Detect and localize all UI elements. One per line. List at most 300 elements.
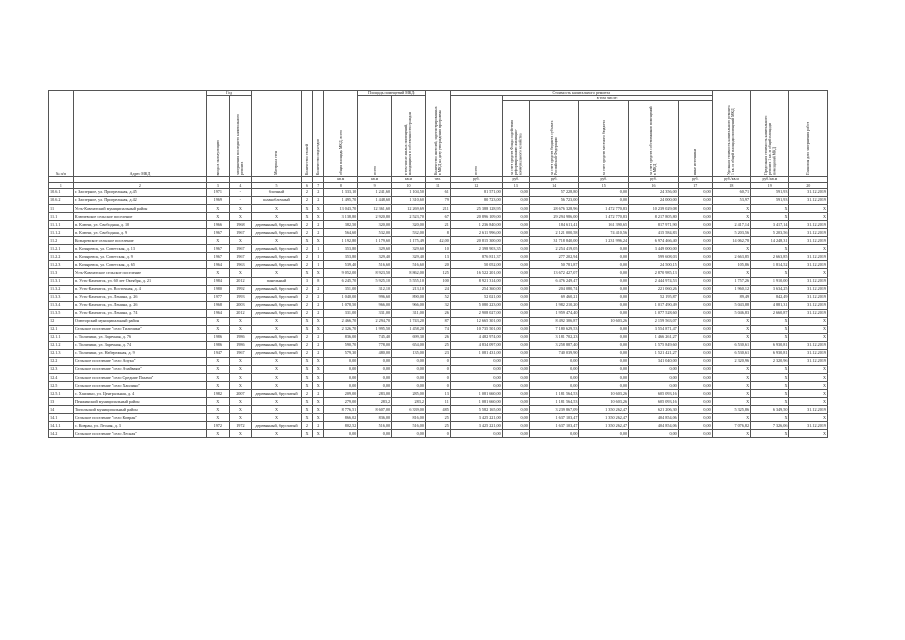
table-row [49, 237, 828, 245]
table-cell: X [301, 406, 312, 414]
table-cell: 3 258 887,40 [529, 341, 579, 349]
table-cell: 1 350 262,47 [579, 406, 629, 414]
table-cell: 1967 [207, 229, 230, 237]
table-cell: 8 492 306,87 [529, 317, 579, 325]
table-cell: 0,00 [629, 374, 679, 382]
table-cell: 81 571,00 [450, 189, 502, 197]
table-cell: 966,00 [392, 301, 426, 309]
table-cell: 6 930,81 [751, 349, 789, 357]
table-cell: 0 [425, 366, 450, 374]
table-header [49, 91, 828, 189]
table-cell: 0,00 [579, 382, 629, 390]
header-area-res: в том числе жилых помещений, находящихся в собственности граждан [392, 96, 426, 177]
table-cell: п. Ключи, ул. Свободная, д. 10 [73, 221, 206, 229]
table-cell: 329,60 [358, 245, 392, 253]
table-cell: 4 881,31 [751, 301, 789, 309]
table-cell: 996,60 [358, 293, 392, 301]
table-cell: 6 245,70 [324, 277, 358, 285]
column-number-cell: 19 [751, 183, 789, 189]
table-row [49, 390, 828, 398]
table-cell: 0,00 [502, 197, 529, 205]
table-cell: 11.1 [49, 213, 74, 221]
table-cell: X [789, 382, 828, 390]
table-row [49, 269, 828, 277]
table-cell: X [252, 237, 302, 245]
table-cell: 79 [425, 197, 450, 205]
table-cell: 1 350 262,47 [579, 414, 629, 422]
table-cell: Пенжинский муниципальный район [73, 398, 206, 406]
table-cell: 31.12.2019 [789, 349, 828, 357]
table-cell: 12.5.1 [49, 390, 74, 398]
table-cell: X [789, 325, 828, 333]
header-area-all: всего [358, 96, 392, 177]
table-cell: 25 388 128,95 [450, 205, 502, 213]
table-cell: 11.3.3 [49, 293, 74, 301]
table-cell: 21 [425, 221, 450, 229]
table-cell: п. Козыревск, ул. Советская, д. 65 [73, 261, 206, 269]
table-cell: 12 665 301,00 [450, 317, 502, 325]
table-cell: X [789, 213, 828, 221]
column-number-cell: 8 [324, 183, 358, 189]
table-cell: X [712, 325, 750, 333]
table-cell: 591,93 [751, 189, 789, 197]
table-cell: 1980 [207, 285, 230, 293]
table-cell: 1 [313, 245, 324, 253]
table-cell: 0,00 [502, 430, 529, 438]
table-cell: X [751, 374, 789, 382]
table-row [49, 213, 828, 221]
table-cell: 329,40 [392, 253, 426, 261]
table-cell: 11.2.2 [49, 253, 74, 261]
table-cell: 24 [425, 285, 450, 293]
table-cell: X [751, 317, 789, 325]
table-cell: деревянный, брусчатый [252, 253, 302, 261]
header-max-cost: Предельная стоимость капитального ремонта 1 кв. м общей площади помещений МКД [751, 91, 789, 177]
table-cell: 0,00 [529, 374, 579, 382]
table-cell: 6 476 249,47 [529, 277, 579, 285]
table-cell: 3 417,14 [751, 221, 789, 229]
table-cell: X [301, 430, 312, 438]
table-cell: 221 060,26 [629, 285, 679, 293]
table-cell: 3 181 702,23 [529, 333, 579, 341]
table-cell: X [751, 269, 789, 277]
table-cell: X [751, 366, 789, 374]
table-cell: 341 040,00 [629, 357, 679, 365]
table-cell: X [313, 366, 324, 374]
table-cell: 50 781,87 [529, 261, 579, 269]
table-cell: 2 [313, 309, 324, 317]
table-cell: г. Заозерное, ул. Пригрельная, д.45 [73, 189, 206, 197]
table-cell: 2 [313, 390, 324, 398]
table-cell: 0,00 [392, 374, 426, 382]
table-cell: 0,00 [502, 382, 529, 390]
table-cell: панельный [252, 277, 302, 285]
table-cell: X [751, 414, 789, 422]
table-cell: 351,00 [324, 285, 358, 293]
table-cell: 0,00 [579, 197, 629, 205]
header-num: № п/п [49, 91, 74, 177]
table-cell: 8 217 805,80 [629, 213, 679, 221]
table-cell: 10 603,26 [579, 398, 629, 406]
table-cell: 2 [313, 221, 324, 229]
table-cell: 1 231 996,24 [579, 237, 629, 245]
table-cell: 0,00 [358, 430, 392, 438]
table-cell: 14 248,31 [751, 237, 789, 245]
column-number-cell: 9 [358, 183, 392, 189]
table-cell: 1 077 528,60 [629, 309, 679, 317]
table-cell: 0,00 [502, 366, 529, 374]
table-cell: 184 611,41 [529, 221, 579, 229]
table-cell: 11 [49, 205, 74, 213]
table-cell: 0,00 [529, 357, 579, 365]
table-row [49, 422, 828, 430]
table-cell: 1972 [229, 422, 252, 430]
unit-cell: руб. [502, 177, 529, 183]
table-cell: 539,40 [324, 261, 358, 269]
table-cell: деревянный, брусчатый [252, 261, 302, 269]
table-cell: 1 078,50 [324, 301, 358, 309]
table-cell: 2 [301, 285, 312, 293]
table-cell: 0,00 [392, 382, 426, 390]
header-entrances: Количество подъездов [313, 91, 324, 177]
table-cell: 12.1.2 [49, 341, 74, 349]
table-cell: X [252, 317, 302, 325]
table-cell: 12.1 [49, 325, 74, 333]
repair-program-table [48, 90, 828, 438]
table-cell: X [751, 205, 789, 213]
table-cell: 1 743,20 [392, 317, 426, 325]
table-cell: 516,60 [392, 261, 426, 269]
table-cell: 0,00 [502, 261, 529, 269]
table-cell: 1 757,26 [712, 277, 750, 285]
table-cell: 2 [313, 422, 324, 430]
column-number-cell: 11 [425, 183, 450, 189]
table-cell: деревянный, брусчатый [252, 390, 302, 398]
table-cell: 10 603,26 [579, 317, 629, 325]
table-cell: 817 971,90 [629, 221, 679, 229]
table-cell: 12.3 [49, 366, 74, 374]
table-cell: 0 [425, 430, 450, 438]
table-cell: 532,00 [392, 229, 426, 237]
table-cell: 2 [313, 301, 324, 309]
table-cell: 6 974 466,40 [629, 237, 679, 245]
table-cell: X [789, 366, 828, 374]
table-cell: 12 269,69 [392, 205, 426, 213]
table-cell: 1967 [229, 253, 252, 261]
table-cell: 1 [313, 261, 324, 269]
table-cell: 12 [49, 317, 74, 325]
table-cell: 209,00 [324, 390, 358, 398]
table-cell: 0,00 [678, 309, 712, 317]
table-cell: Усть-Камчатский муниципальный район [73, 205, 206, 213]
table-cell: 28 676 328,96 [529, 205, 579, 213]
unit-cell: кв.м [392, 177, 426, 183]
table-cell: 3 138,80 [324, 213, 358, 221]
table-cell: X [789, 317, 828, 325]
table-cell: 0,00 [358, 382, 392, 390]
table-cell: X [789, 205, 828, 213]
unit-cell: руб. [579, 177, 629, 183]
table-cell: X [207, 213, 230, 221]
table-cell: 740 039,90 [529, 349, 579, 357]
table-cell: 1 192,80 [324, 237, 358, 245]
table-cell: 87 [425, 317, 450, 325]
header-budget-reg: за счет средств бюджета субъекта Российской Федерации [529, 101, 579, 177]
column-number-cell: 20 [789, 183, 828, 189]
column-number-cell: 17 [678, 183, 712, 189]
table-cell: 5 080 223,00 [450, 301, 502, 309]
table-cell: 312,10 [358, 285, 392, 293]
table-row [49, 277, 828, 285]
table-row [49, 309, 828, 317]
table-cell: X [229, 366, 252, 374]
table-cell: 31.12.2019 [789, 229, 828, 237]
table-cell: X [207, 317, 230, 325]
table-cell: 1 472 770,83 [579, 205, 629, 213]
table-cell: 5 582 165,00 [450, 406, 502, 414]
table-cell: 966,00 [358, 301, 392, 309]
table-cell: X [252, 269, 302, 277]
table-cell: X [712, 245, 750, 253]
table-cell: 11.3.2 [49, 285, 74, 293]
table-cell: - [229, 197, 252, 205]
table-row [49, 253, 828, 261]
table-cell: 0,00 [678, 422, 712, 430]
table-cell: 1967 [229, 349, 252, 357]
table-cell: 605 093,16 [629, 390, 679, 398]
table-cell: 277 202,94 [529, 253, 579, 261]
table-cell: X [229, 325, 252, 333]
table-cell: 0,00 [629, 430, 679, 438]
table-cell: 1 241,60 [358, 189, 392, 197]
table-cell: 2 466,70 [324, 317, 358, 325]
table-cell: 1982 [207, 390, 230, 398]
table-cell: X [751, 213, 789, 221]
table-cell: 1 [313, 253, 324, 261]
table-cell: 31.12.2019 [789, 285, 828, 293]
table-cell: 1 181 564,53 [529, 390, 579, 398]
table-cell: 0,00 [579, 333, 629, 341]
table-cell: 0,00 [579, 293, 629, 301]
unit-cell: руб. [678, 177, 712, 183]
table-cell: 0,00 [324, 374, 358, 382]
table-cell: 0,00 [678, 189, 712, 197]
table-cell: 0,00 [502, 325, 529, 333]
table-cell: 31.12.2019 [789, 309, 828, 317]
table-cell: 1947 [207, 349, 230, 357]
table-cell: Ключевское сельское поселение [73, 213, 206, 221]
table-cell: 2 159 563,07 [629, 317, 679, 325]
table-cell: 31.12.2019 [789, 422, 828, 430]
table-cell: 1964 [207, 309, 230, 317]
table-cell: 10.6.1 [49, 189, 74, 197]
table-cell: деревянный, брусчатый [252, 349, 302, 357]
table-cell: 0,00 [678, 237, 712, 245]
table-cell: 1967 [207, 245, 230, 253]
table-cell: 0,00 [392, 366, 426, 374]
table-cell: X [712, 269, 750, 277]
table-cell: 0,00 [502, 229, 529, 237]
table-cell: 1977 [207, 293, 230, 301]
table-cell: 12.4 [49, 374, 74, 382]
table-cell: 31.12.2019 [789, 341, 828, 349]
table-cell: 2 [313, 341, 324, 349]
table-cell: 5 046,83 [712, 309, 750, 317]
table-cell: 279,00 [324, 398, 358, 406]
table-cell: деревянный, брусчатый [252, 341, 302, 349]
table-cell: 14.1 [49, 414, 74, 422]
table-cell: 0,00 [678, 221, 712, 229]
table-cell: X [252, 366, 302, 374]
table-cell: X [229, 213, 252, 221]
table-cell: Олюторский муниципальный район [73, 317, 206, 325]
table-cell: X [712, 430, 750, 438]
table-cell: 382,50 [324, 221, 358, 229]
table-row [49, 221, 828, 229]
table-cell: 5 203,56 [712, 229, 750, 237]
table-cell: 1 181 564,53 [529, 398, 579, 406]
table-cell: 32 [425, 301, 450, 309]
table-cell: Усть-Камчатское сельское поселение [73, 269, 206, 277]
table-cell: 2 [301, 229, 312, 237]
table-cell: 0,00 [502, 309, 529, 317]
table-cell: X [789, 333, 828, 341]
table-cell: 0,00 [502, 341, 529, 349]
table-cell: X [751, 245, 789, 253]
table-cell: 836,00 [358, 414, 392, 422]
table-cell: 0,00 [450, 374, 502, 382]
table-cell: 2 908 027,00 [450, 309, 502, 317]
table-cell: 69 460,21 [529, 293, 579, 301]
table-cell: 1 637 103,47 [529, 422, 579, 430]
table-cell: 654,00 [392, 341, 426, 349]
table-cell: 13 [425, 253, 450, 261]
table-cell: X [207, 269, 230, 277]
column-number-cell: 18 [712, 183, 750, 189]
table-cell: 10 [425, 245, 450, 253]
table-cell: 0,00 [678, 301, 712, 309]
table-cell: 31.12.2019 [789, 301, 828, 309]
table-cell: г. Заозерное, ул. Пригрельная, д.42 [73, 197, 206, 205]
table-cell: X [252, 382, 302, 390]
table-cell: 2 254 419,05 [529, 245, 579, 253]
table-row [49, 374, 828, 382]
header-area-group: Площадь помещений МКД: [358, 91, 426, 96]
table-cell: 0,00 [579, 269, 629, 277]
table-cell: 0,00 [579, 285, 629, 293]
table-cell: Сельское поселение "село Ковран" [73, 414, 206, 422]
table-cell: 11.1.1 [49, 221, 74, 229]
table-cell: 1967 [229, 245, 252, 253]
table-cell: 1 495,70 [324, 197, 358, 205]
table-cell: деревянный, брусчатый [252, 293, 302, 301]
table-cell: 2 663,85 [712, 253, 750, 261]
table-cell: 52 195,87 [629, 293, 679, 301]
table-row [49, 357, 828, 365]
table-cell: 842,49 [751, 293, 789, 301]
table-cell: 2 [301, 261, 312, 269]
table-cell: деревянный, брусчатый [252, 229, 302, 237]
table-cell: 1 104,50 [392, 189, 426, 197]
table-cell: X [229, 406, 252, 414]
table-cell: 6 930,81 [751, 341, 789, 349]
table-cell: 0,00 [502, 422, 529, 430]
header-cost-total: всего [450, 96, 502, 177]
table-cell: 0,00 [678, 277, 712, 285]
table-cell: X [301, 398, 312, 406]
table-cell: 31.12.2019 [789, 406, 828, 414]
table-cell: 57 228,80 [529, 189, 579, 197]
table-cell: X [301, 382, 312, 390]
table-cell: 5 555,10 [392, 277, 426, 285]
table-cell: X [229, 357, 252, 365]
table-cell: Сельское поселение "село Хаилино" [73, 382, 206, 390]
table-cell: - [229, 189, 252, 197]
table-cell: 1 236 840,00 [450, 221, 502, 229]
table-cell: 0,00 [358, 357, 392, 365]
table-cell: X [712, 390, 750, 398]
table-cell: 1 175,49 [392, 237, 426, 245]
table-cell: 25 [425, 414, 450, 422]
table-cell: 0,00 [324, 382, 358, 390]
table-cell: X [207, 398, 230, 406]
table-cell: 0,00 [502, 390, 529, 398]
table-cell: 1 466 261,27 [629, 333, 679, 341]
table-cell: 26 [425, 309, 450, 317]
table-cell: 7 180 629,53 [529, 325, 579, 333]
table-cell: 0,00 [502, 333, 529, 341]
table-cell: 699,30 [392, 333, 426, 341]
table-cell: 836,00 [324, 333, 358, 341]
table-cell: 2 [313, 189, 324, 197]
table-cell: 10 735 501,00 [450, 325, 502, 333]
table-cell: 29 294 986,00 [529, 213, 579, 221]
table-cell: 0,00 [678, 229, 712, 237]
table-cell: 0,00 [529, 366, 579, 374]
table-cell: 516,60 [358, 261, 392, 269]
table-cell: 1 350 262,47 [579, 422, 629, 430]
table-cell: 89,49 [712, 293, 750, 301]
table-cell: 0,00 [502, 398, 529, 406]
table-cell: X [252, 205, 302, 213]
table-cell: 579,30 [324, 349, 358, 357]
table-cell: 866,02 [324, 414, 358, 422]
table-cell: 3 634,25 [751, 285, 789, 293]
table-cell: X [313, 213, 324, 221]
table-cell: 2 [301, 189, 312, 197]
table-cell: X [207, 430, 230, 438]
table-row [49, 414, 828, 422]
table-cell: 816,00 [392, 414, 426, 422]
table-cell: X [313, 237, 324, 245]
table-cell: 0,00 [502, 237, 529, 245]
table-cell: 42,00 [425, 237, 450, 245]
table-cell: X [207, 205, 230, 213]
table-cell: X [229, 374, 252, 382]
table-cell: 52 021,00 [450, 293, 502, 301]
table-cell: 24 356,00 [629, 189, 679, 197]
table-cell: X [712, 414, 750, 422]
table-cell: 12.1.1 [49, 333, 74, 341]
table-cell: 1969 [207, 197, 230, 205]
table-cell: Сельское поселение "село Ачайваям" [73, 366, 206, 374]
table-cell: 0,00 [678, 414, 712, 422]
table-cell: 0,00 [579, 253, 629, 261]
header-addr: Адрес МКД [73, 91, 206, 177]
table-cell: X [751, 333, 789, 341]
column-number-cell: 14 [529, 183, 579, 189]
table-cell: X [301, 357, 312, 365]
